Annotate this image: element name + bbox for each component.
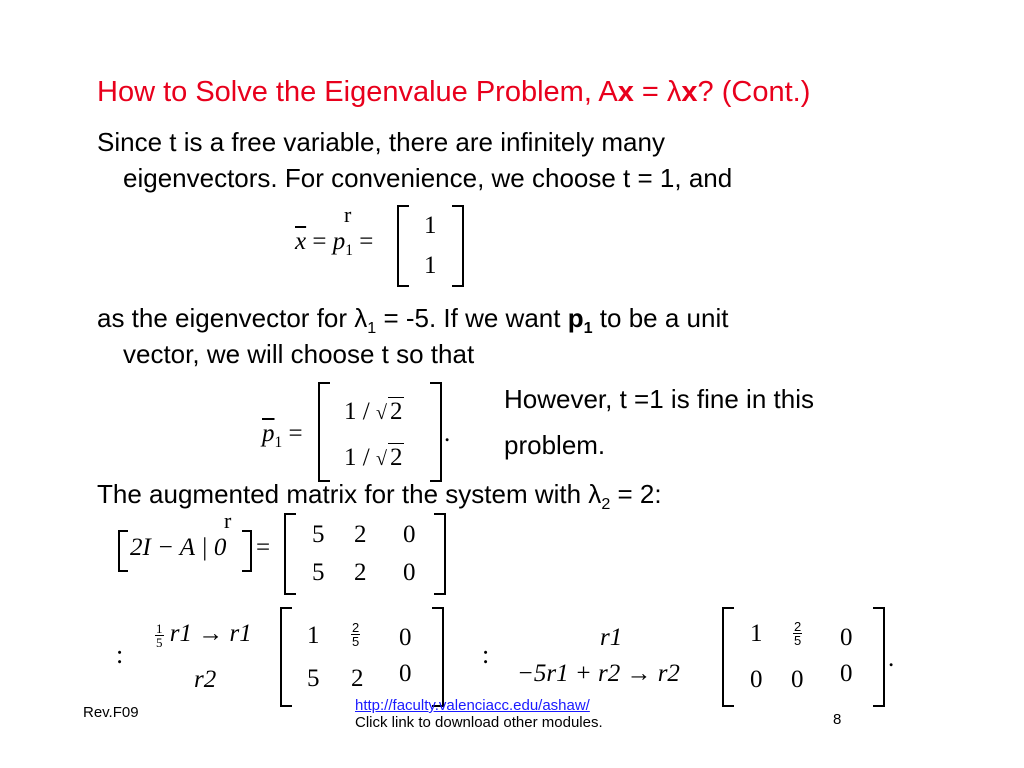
matrix-entry: 5 [307, 665, 320, 692]
paragraph-line: Since t is a free variable, there are infinitely many [97, 127, 665, 157]
matrix-entry: 0 [840, 660, 853, 687]
note-line: problem. [504, 430, 606, 460]
row-operation: $\frac{1}{5}$ r1 → r1 [156, 620, 252, 650]
matrix-entry: 0 [750, 666, 763, 693]
link-note: Click link to download other modules. [355, 714, 603, 731]
row-operation: r1 [600, 624, 623, 651]
note-line: However, t =1 is fine in this [504, 384, 814, 414]
matrix-entry: 1 [424, 252, 437, 279]
matrix-entry: 0 [840, 624, 853, 651]
matrix-entry-fraction: $\frac{2}{5}$ [794, 619, 802, 648]
matrix-entry: 5 [312, 521, 325, 548]
step-colon: : [482, 640, 490, 669]
matrix-entry: 1 [307, 622, 320, 649]
matrix-entry: 1 [750, 620, 763, 647]
paragraph-line: as the eigenvector for $\lambda_1 = -5$. If we want $p_1$ to be a unit [97, 303, 729, 338]
matrix-entry: 1 / √ 2 [344, 444, 403, 471]
matrix-entry: 1 [424, 212, 437, 239]
matrix-entry: 0 [399, 624, 412, 651]
matrix-entry: 1 / √ 2 [344, 398, 403, 425]
vector-accent-r: r [224, 508, 232, 533]
matrix-entry: 2 [351, 665, 364, 692]
matrix-entry: 2 [354, 559, 367, 586]
augmented-right-bracket [242, 530, 252, 572]
matrix-entry: 0 [399, 660, 412, 687]
matrix-right-bracket [452, 205, 464, 287]
row-operation: −5r1 + r2 → r2 [517, 660, 680, 687]
page-number: 8 [833, 711, 842, 728]
paragraph-line: The augmented matrix for the system with $\lambda_2 = 2$: [97, 479, 662, 514]
matrix-left-bracket [318, 382, 330, 482]
equation-p1: $\overline{p}_1$ = [262, 420, 303, 451]
vector-accent-r: r [344, 202, 352, 227]
revision-label: Rev.F09 [83, 704, 139, 721]
matrix-entry: 0 [403, 521, 416, 548]
matrix-entry: 0 [403, 559, 416, 586]
matrix-entry: 0 [791, 666, 804, 693]
equals-sign: = [256, 534, 271, 561]
slide-title: How to Solve the Eigenvalue Problem, Ax = λx? (Cont.) [97, 76, 811, 108]
row-operation: r2 [194, 666, 217, 693]
matrix-entry-fraction: $\frac{2}{5}$ [352, 620, 360, 649]
period: . [888, 645, 895, 672]
matrix-entry: 5 [312, 559, 325, 586]
augmented-lhs: 2I − A | 0 [130, 534, 227, 561]
step-colon: : [116, 640, 124, 669]
paragraph-line: eigenvectors. For convenience, we choose t = 1, and [123, 163, 733, 193]
matrix-entry: 2 [354, 521, 367, 548]
equation-x-eq-p1: $\overline{x} = p_1$ = [295, 228, 374, 259]
matrix-left-bracket [397, 205, 409, 287]
augmented-left-bracket [118, 530, 128, 572]
matrix-right-bracket [873, 607, 885, 707]
matrix-right-bracket [432, 607, 444, 707]
paragraph-line: vector, we will choose t so that [123, 339, 475, 369]
period: . [444, 420, 451, 447]
matrix-right-bracket [434, 513, 446, 595]
matrix-left-bracket [280, 607, 292, 707]
faculty-link[interactable]: http://faculty.valenciacc.edu/ashaw/ [355, 697, 590, 714]
matrix-right-bracket [430, 382, 442, 482]
matrix-left-bracket [284, 513, 296, 595]
matrix-left-bracket [722, 607, 734, 707]
